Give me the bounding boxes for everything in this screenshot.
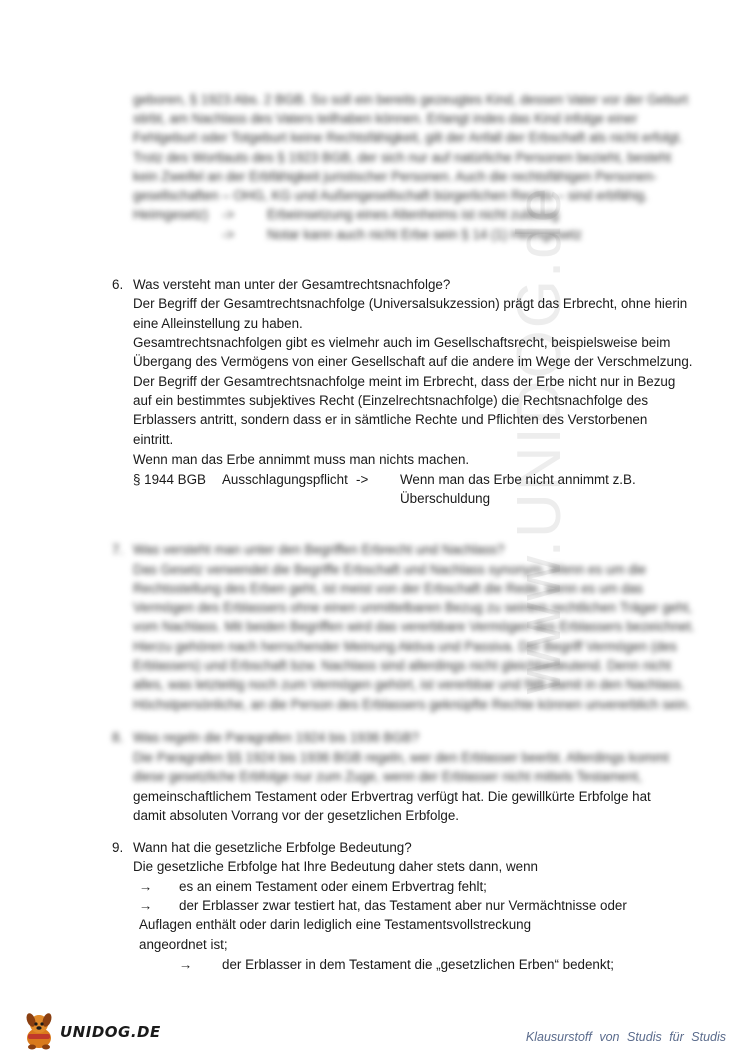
blurred-line: Die Paragrafen §§ 1924 bis 1936 BGB regeln, wer den Erblasser beerbt. Allerdings kommt — [133, 750, 669, 765]
arrow-icon: → — [179, 957, 193, 972]
arrow-icon: → — [139, 879, 153, 894]
blurred-line: geboren, § 1923 Abs. 2 BGB. So soll ein bereits gezeugtes Kind, dessen Vater vor der Geburt — [133, 92, 689, 107]
answer-line: Die gesetzliche Erbfolge hat Ihre Bedeutung daher stets dann, wenn — [133, 859, 538, 874]
blurred-line: diese gesetzliche Erbfolge nur zum Zuge, wenn der Erblasser nicht mittels Testament, — [133, 769, 642, 784]
blurred-arrow: -> — [222, 207, 235, 222]
question-heading: Was versteht man unter den Begriffen Erbrecht und Nachlass? — [133, 542, 505, 557]
list-item: es an einem Testament oder einem Erbvertrag fehlt; — [179, 879, 487, 894]
question-heading: Wann hat die gesetzliche Erbfolge Bedeutung? — [133, 840, 412, 855]
blurred-line: Erblassers) und Erbschaft bzw. Nachlass sind allerdings nicht gleichbedeutend. Denn nicht — [133, 658, 672, 673]
list-item: der Erblasser zwar testiert hat, das Testament aber nur Vermächtnisse oder — [179, 898, 627, 913]
blurred-heimgesetz-item: Notar kann auch nicht Erbe sein § 14 (1) Heimgesetz — [267, 227, 582, 242]
list-item-continued: Auflagen enthält oder darin lediglich eine Testamentsvollstreckung — [139, 917, 532, 932]
blurred-line: Rechtsstellung des Erben geht, ist meist von der Erbschaft die Rede, wenn es um das — [133, 581, 643, 596]
answer-line: Übergang des Vermögens von einer Gesellschaft auf die andere im Wege der Verschmelzung. — [133, 354, 693, 369]
question-number: 6. — [112, 277, 124, 292]
law-reference: § 1944 BGB — [133, 472, 206, 487]
question-heading: Was versteht man unter der Gesamtrechtsnachfolge? — [133, 277, 451, 292]
answer-line: Erblassers antritt, sondern dass er in sämtliche Rechte und Pflichten des Verstorbenen — [133, 412, 648, 427]
blurred-line: vom Nachlass. Mit beiden Begriffen wird das vererbbare Vermögen des Erblassers bezeichnet. — [133, 619, 695, 634]
answer-line: gemeinschaftlichem Testament oder Erbvertrag verfügt hat. Die gewillkürte Erbfolge hat — [133, 789, 651, 804]
blurred-line: Fehlgeburt oder Totgeburt keine Rechtsfähigkeit, gilt der Anfall der Erbschaft als nicht erfolgt. — [133, 130, 683, 145]
blurred-line: alles, was letzteitig noch zum Vermögen gehört, ist vererbbar und fällt damit in den Nachlass. — [133, 677, 685, 692]
law-term: Ausschlagungspflicht — [222, 472, 348, 487]
watermark: www.UNIDOG.de — [505, 185, 574, 695]
blurred-heimgesetz-item: Erbeinsetzung eines Altenheims ist nicht zulässig — [267, 207, 559, 222]
answer-line: damit absoluten Vorrang vor der gesetzlichen Erbfolge. — [133, 808, 460, 823]
footer-logo[interactable] — [22, 1012, 161, 1052]
question-number: 7. — [112, 542, 124, 557]
answer-line: Der Begriff der Gesamtrechtsnachfolge (Universalsukzession) prägt das Erbrecht, ohne hierin — [133, 296, 688, 311]
answer-line: eintritt. — [133, 432, 174, 447]
blurred-line: Vermögen des Erblassers ohne einen unmittelbaren Bezug zu seinem rechtlichen Träger geht, — [133, 600, 693, 615]
answer-line: Der Begriff der Gesamtrechtsnachfolge meint im Erbrecht, dass der Erbe nicht nur in Bezug — [133, 374, 676, 389]
blurred-line: stirbt, am Nachlass des Vaters teilhaben können. Erlangt indes das Kind infolge einer — [133, 111, 638, 126]
question-heading: Was regeln die Paragrafen 1924 bis 1936 BGB? — [133, 730, 420, 745]
blurred-line: Das Gesetz verwendet die Begriffe Erbschaft und Nachlass synonym. Wenn es um die — [133, 562, 647, 577]
blurred-line: Hierzu gehören nach herrschender Meinung Aktiva und Passiva. Der Begriff Vermögen (des — [133, 639, 677, 654]
blurred-line: Trotz des Wortlauts des § 1923 BGB, der sich nur auf natürliche Personen bezieht, besteht — [133, 150, 672, 165]
arrow: -> — [356, 472, 369, 487]
answer-line: auf ein bestimmtes subjektives Recht (Einzelrechtsnachfolge) die Rechtsnachfolge des — [133, 393, 649, 408]
list-item-continued: angeordnet ist; — [139, 937, 228, 952]
question-number: 8. — [112, 730, 124, 745]
question-number: 9. — [112, 840, 124, 855]
answer-line: eine Alleinstellung zu haben. — [133, 316, 303, 331]
dog-icon — [22, 1012, 56, 1053]
answer-line: Gesamtrechtsnachfolgen gibt es vielmehr auch im Gesellschaftsrecht, beispielsweise beim — [133, 335, 671, 350]
law-effect: Überschuldung — [400, 491, 491, 506]
blurred-arrow: -> — [222, 227, 235, 242]
logo-text: UNIDOG.DE — [60, 1023, 161, 1041]
blurred-line: Höchstpersönliche, an die Person des Erblassers geknüpfte Rechte können unvererblich sein. — [133, 697, 691, 712]
footer-tagline: Klausurstoff von Studis für Studis — [525, 1030, 726, 1044]
law-effect: Wenn man das Erbe nicht annimmt z.B. — [400, 472, 636, 487]
list-item: der Erblasser in dem Testament die „gesetzlichen Erben“ bedenkt; — [222, 957, 615, 972]
blurred-line: gesellschaften – OHG, KG und Außengesellschaft bürgerlichen Rechts – sind erbfähig. — [133, 188, 649, 203]
answer-line: Wenn man das Erbe annimmt muss man nichts machen. — [133, 452, 470, 467]
blurred-line: kein Zweifel an der Erbfähigkeit juristischer Personen. Auch die rechtsfähigen Personen- — [133, 169, 658, 184]
blurred-heimgesetz-label: Heimgesetz) — [133, 207, 209, 222]
arrow-icon: → — [139, 898, 153, 913]
